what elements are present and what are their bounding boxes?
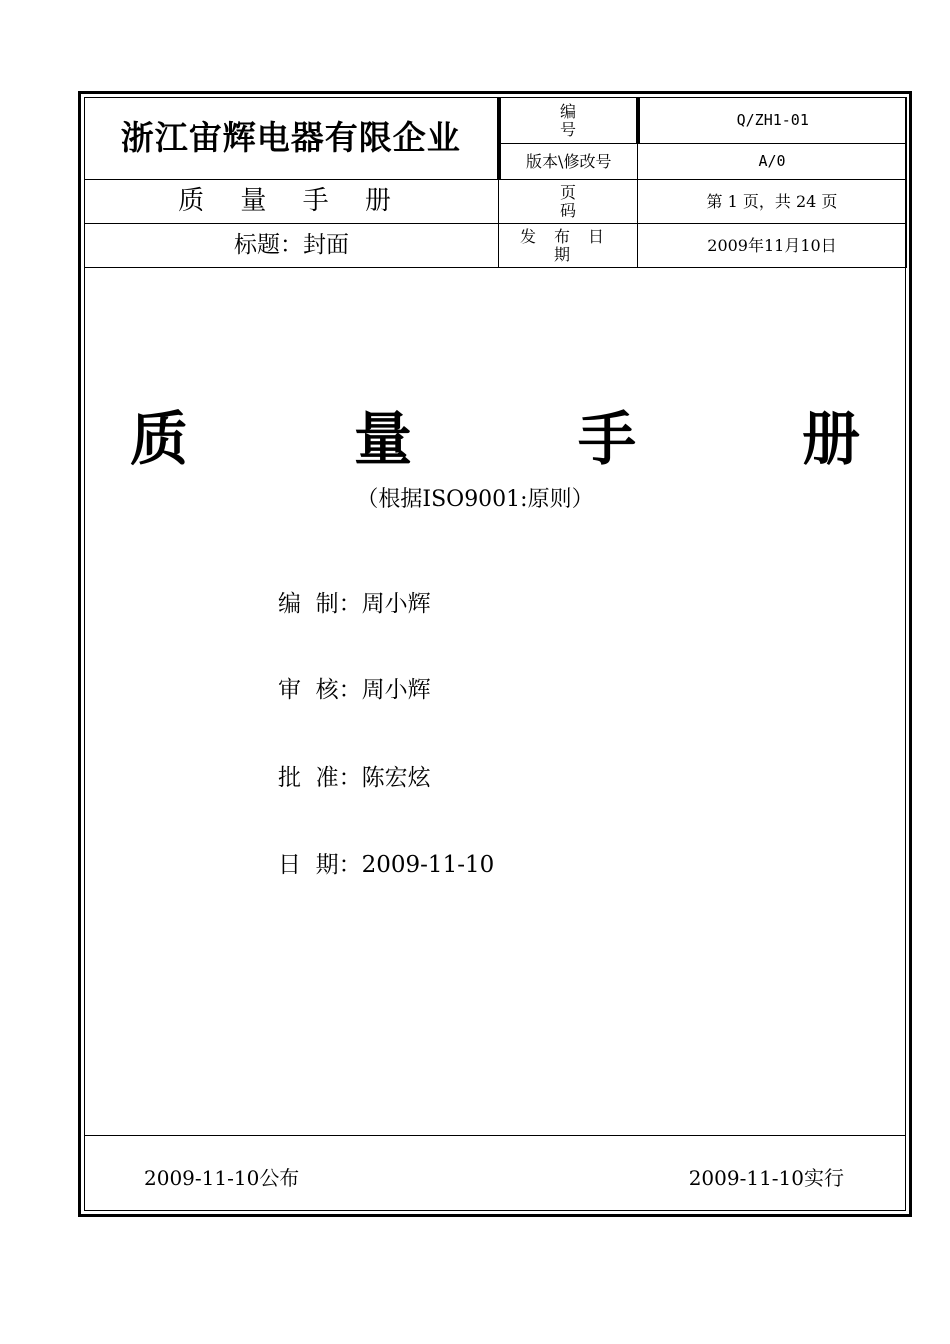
doc-number-value: Q/ZH1-01 (638, 98, 907, 144)
manual-label: 质 量 手 册 (85, 180, 499, 224)
issue-date-value: 2009年11月10日 (638, 224, 907, 268)
doc-number-label: 编 号 (499, 98, 638, 144)
footer-published: 2009-11-10公布 (144, 1166, 300, 1190)
footer-effective: 2009-11-10实行 (688, 1166, 844, 1190)
field-label: 批 准： (278, 765, 362, 791)
version-label: 版本\修改号 (499, 144, 638, 180)
main-title (130, 392, 860, 476)
field-compiled-by (278, 585, 431, 618)
field-reviewed-by (278, 671, 431, 704)
main-title-char: 质 (130, 405, 189, 473)
page-label: 页 码 (499, 180, 638, 224)
document-header-table (84, 97, 907, 268)
field-value: 2009-11-10 (361, 852, 495, 878)
field-approved-by (278, 759, 431, 792)
field-label: 日 期： (278, 852, 362, 878)
version-value: A/0 (638, 144, 907, 180)
field-value: 周小辉 (361, 677, 431, 703)
field-label: 审 核： (278, 677, 362, 703)
field-value: 陈宏炫 (361, 765, 431, 791)
subtitle: （根据ISO9001:原则） (356, 487, 594, 512)
company-name: 浙江宙辉电器有限企业 (85, 98, 499, 180)
field-value: 周小辉 (361, 591, 431, 617)
field-date (278, 846, 494, 879)
page-value: 第 1 页，共 24 页 (638, 180, 907, 224)
subject-label: 标题：封面 (85, 224, 499, 268)
main-title-char: 手 (577, 405, 636, 473)
issue-date-label: 发布日 期 (499, 224, 638, 268)
field-label: 编 制： (278, 591, 362, 617)
main-title-char: 册 (801, 405, 860, 473)
main-title-char: 量 (353, 405, 412, 473)
footer-divider (84, 1135, 906, 1136)
